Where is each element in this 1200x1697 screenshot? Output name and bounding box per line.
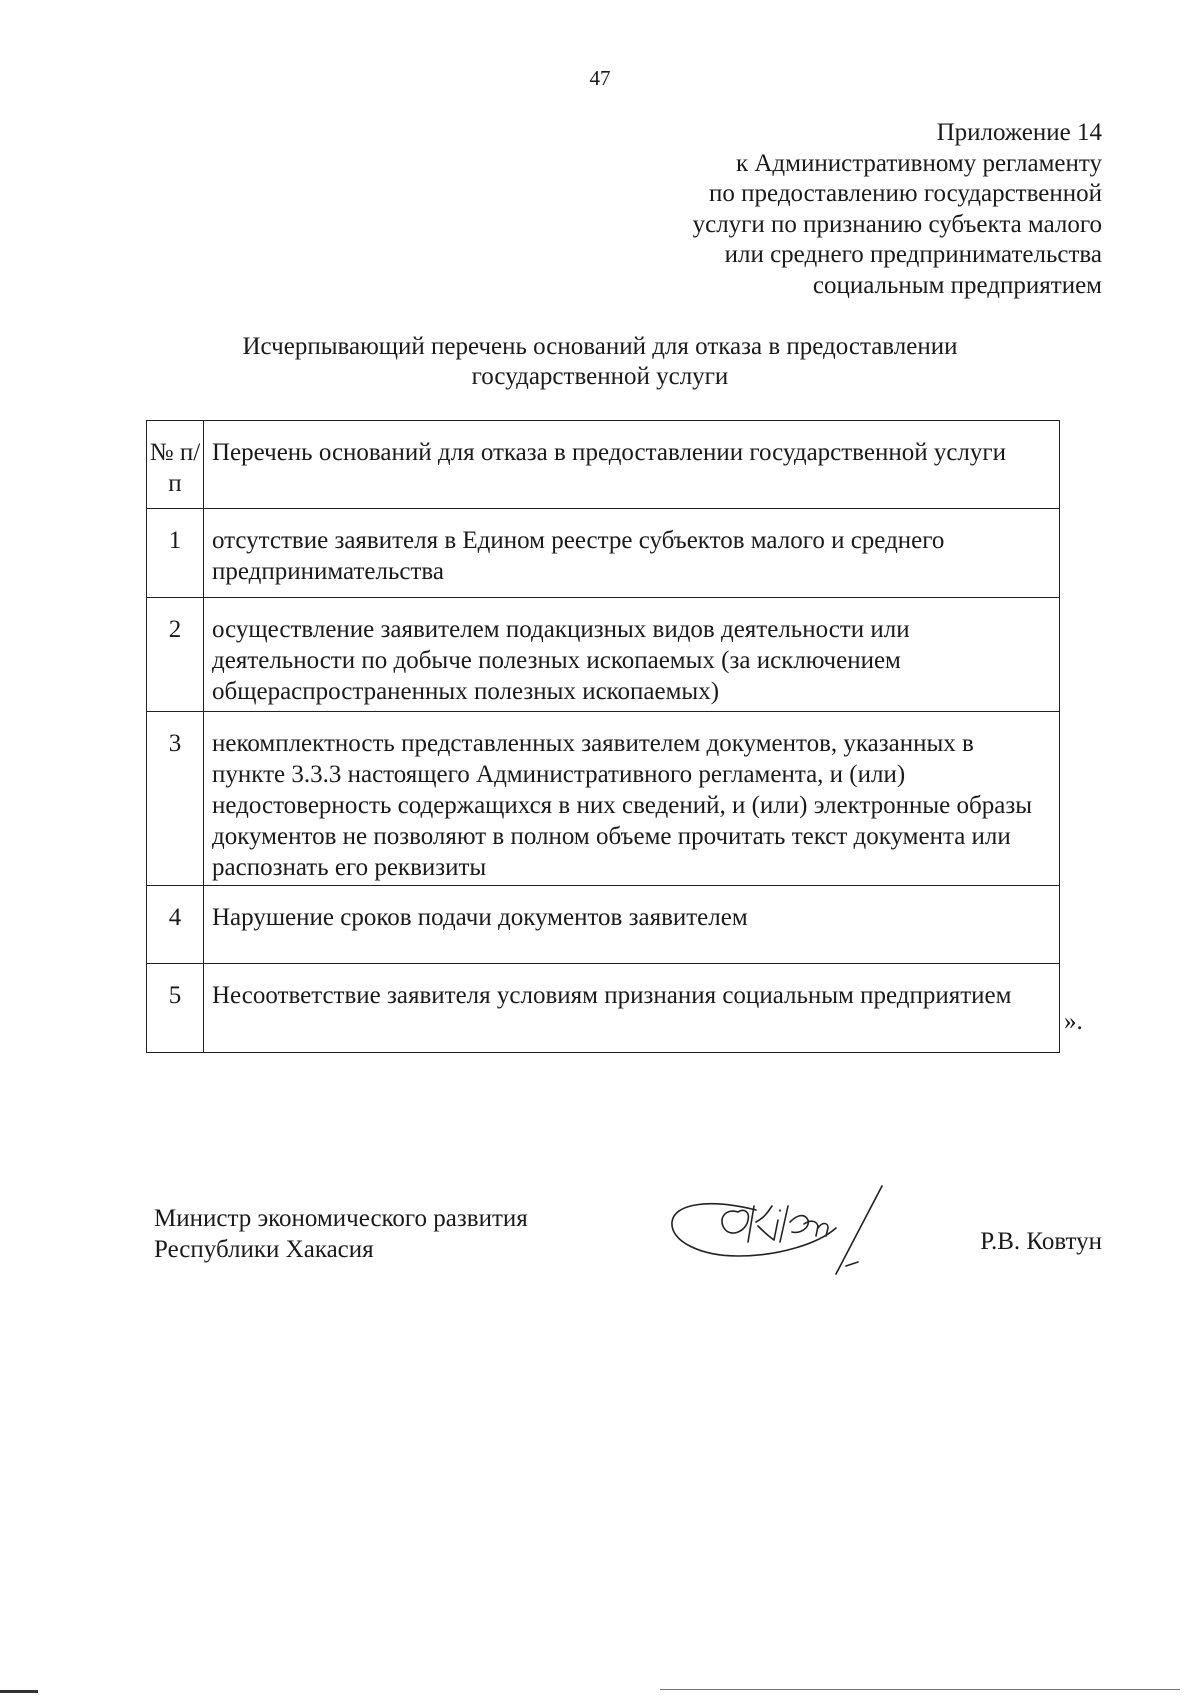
table-row [147, 509, 1060, 598]
appendix-header [693, 118, 1102, 301]
table-row [147, 964, 1060, 1053]
appendix-line: услуги по признанию субъекта малого [692, 210, 1102, 238]
row-number: 4 [147, 886, 204, 964]
row-number: 5 [147, 964, 204, 1053]
header-reason: Перечень оснований для отказа в предоставлении государственной услуги [204, 421, 1060, 509]
header-number: № п/п [147, 421, 204, 509]
signature-loop [672, 1204, 836, 1256]
title-line: Исчерпывающий перечень оснований для отказа в предоставлении [242, 333, 958, 360]
document-title [0, 332, 1200, 392]
table-row [147, 886, 1060, 964]
row-text: Несоответствие заявителя условиям признания социальным предприятием [204, 964, 1060, 1053]
row-number: 2 [147, 598, 204, 712]
appendix-line: или среднего предпринимательства [724, 241, 1102, 268]
appendix-line: к Административному регламенту [735, 149, 1102, 177]
row-number: 3 [147, 712, 204, 886]
handwritten-signature [668, 1170, 948, 1280]
scan-edge-mark [0, 1690, 38, 1693]
signatory-position [154, 1203, 528, 1265]
title-line: государственной услуги [471, 363, 729, 390]
table-header-row [147, 421, 1060, 509]
refusal-grounds-table [146, 420, 1060, 1053]
row-text: осуществление заявителем подакцизных видов деятельности или деятельности по добыче полезных ископаемых (за исключением общераспространенных полезных ископаемых) [204, 598, 1060, 712]
signature-slash [836, 1186, 882, 1274]
position-line: Республики Хакасия [154, 1236, 374, 1263]
signer-name: Р.В. Ковтун [980, 1228, 1102, 1255]
page-number: 47 [589, 66, 611, 90]
row-text: отсутствие заявителя в Едином реестре субъектов малого и среднего предпринимательства [204, 509, 1060, 598]
table-row [147, 598, 1060, 712]
appendix-line: по предоставлению государственной [709, 180, 1102, 207]
table-row [147, 712, 1060, 886]
closing-quote: ». [1064, 1008, 1083, 1035]
position-line: Министр экономического развития [154, 1205, 528, 1232]
signature-letters [722, 1206, 828, 1242]
row-text: Нарушение сроков подачи документов заявителем [204, 886, 1060, 964]
signature-tick [846, 1262, 858, 1266]
row-text: некомплектность представленных заявителем документов, указанных в пункте 3.3.3 настоящего Административного регламента, и (или) недостоверность содержащихся в них сведений, и (или) электронные образы документов не позволяют в полном объеме прочитать текст документа или распознать его реквизиты [204, 712, 1060, 886]
appendix-line: социальным предприятием [812, 271, 1102, 299]
scan-edge-mark [660, 1689, 1180, 1690]
row-number: 1 [147, 509, 204, 598]
appendix-line: Приложение 14 [936, 119, 1102, 146]
